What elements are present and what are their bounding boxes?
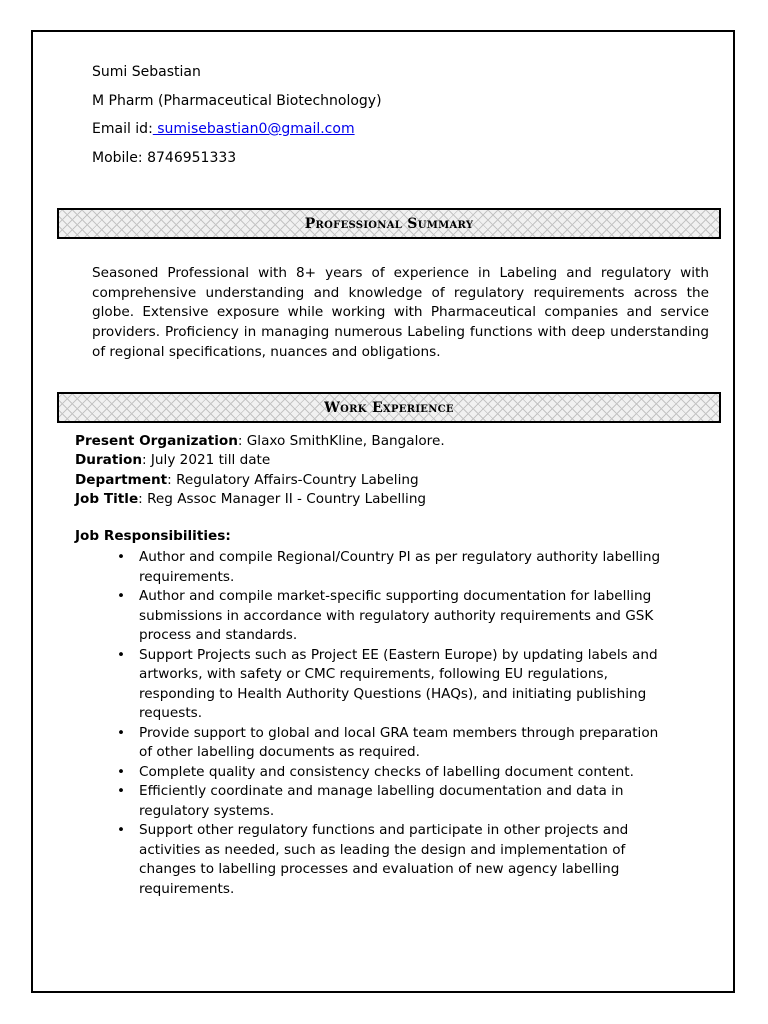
- list-item-text: Support Projects such as Project EE (Eastern Europe) by updating labels and artworks, with safety or CMC requirements, following EU regulations, responding to Health Authority Questions (HAQs), and initiating publishing requests.: [139, 646, 658, 721]
- degree: M Pharm (Pharmaceutical Biotechnology): [92, 92, 382, 109]
- list-item-text: Complete quality and consistency checks of labelling document content.: [139, 763, 634, 780]
- mobile: Mobile: 8746951333: [92, 149, 237, 166]
- organization-value: : Glaxo SmithKline, Bangalore.: [237, 433, 445, 449]
- bullet-icon: •: [117, 783, 126, 799]
- list-item: [117, 646, 662, 724]
- list-item: [117, 782, 662, 821]
- responsibilities-list: [117, 548, 662, 899]
- job-title-row: [75, 490, 445, 509]
- list-item-text: Author and compile market-specific supporting documentation for labelling submissions in accordance with regulatory authority requirements and GSK process and standards.: [139, 588, 654, 643]
- bullet-icon: •: [117, 763, 126, 780]
- work-experience-title: Work Experience: [324, 399, 454, 416]
- list-item: [117, 724, 662, 763]
- department-label: Department: [75, 471, 168, 488]
- organization-label: Present Organization: [75, 433, 238, 449]
- duration-value: : July 2021 till date: [142, 452, 271, 469]
- work-experience-header: [57, 392, 721, 423]
- candidate-name: Sumi Sebastian: [92, 64, 201, 80]
- email-label: Email id:: [92, 121, 153, 137]
- department-value: : Regulatory Affairs-Country Labeling: [167, 471, 419, 488]
- email-link[interactable]: sumisebastian0@gmail.com: [152, 121, 355, 137]
- work-info: [75, 432, 445, 509]
- organization-row: [75, 432, 445, 451]
- responsibilities-heading: Job Responsibilities:: [75, 528, 231, 544]
- duration-label: Duration: [75, 452, 143, 469]
- professional-summary-header: [57, 208, 721, 239]
- contact-header: [92, 58, 382, 172]
- bullet-icon: •: [117, 588, 126, 604]
- bullet-icon: •: [117, 822, 126, 838]
- list-item: [117, 587, 662, 646]
- list-item-text: Support other regulatory functions and participate in other projects and activities as needed, such as leading the design and implementation of changes to labelling processes and evaluation of new agency labelling requirements.: [139, 822, 629, 897]
- list-item-text: Provide support to global and local GRA team members through preparation of other labelling documents as required.: [139, 724, 659, 760]
- email-row: [92, 115, 382, 144]
- summary-paragraph: Seasoned Professional with 8+ years of experience in Labeling and regulatory with comprehensive understanding and knowledge of regulatory requirements across the globe. Extensive exposure while working with Pharmaceutical companies and service providers. Proficiency in managing numerous Labeling functions with deep understanding of regional specifications, nuances and obligations.: [92, 265, 709, 360]
- list-item-text: Efficiently coordinate and manage labelling documentation and data in regulatory systems.: [139, 783, 624, 819]
- duration-row: [75, 451, 445, 470]
- bullet-icon: •: [117, 646, 126, 663]
- bullet-icon: •: [117, 724, 126, 741]
- department-row: [75, 471, 445, 490]
- bullet-icon: •: [117, 549, 126, 565]
- list-item-text: Author and compile Regional/Country PI as per regulatory authority labelling requirements.: [139, 549, 661, 585]
- list-item: [117, 821, 662, 899]
- professional-summary-title: Professional Summary: [304, 215, 474, 232]
- job-title-value: : Reg Assoc Manager II - Country Labelling: [138, 490, 427, 507]
- list-item: [117, 763, 662, 783]
- list-item: [117, 548, 662, 587]
- job-title-label: Job Title: [75, 490, 139, 507]
